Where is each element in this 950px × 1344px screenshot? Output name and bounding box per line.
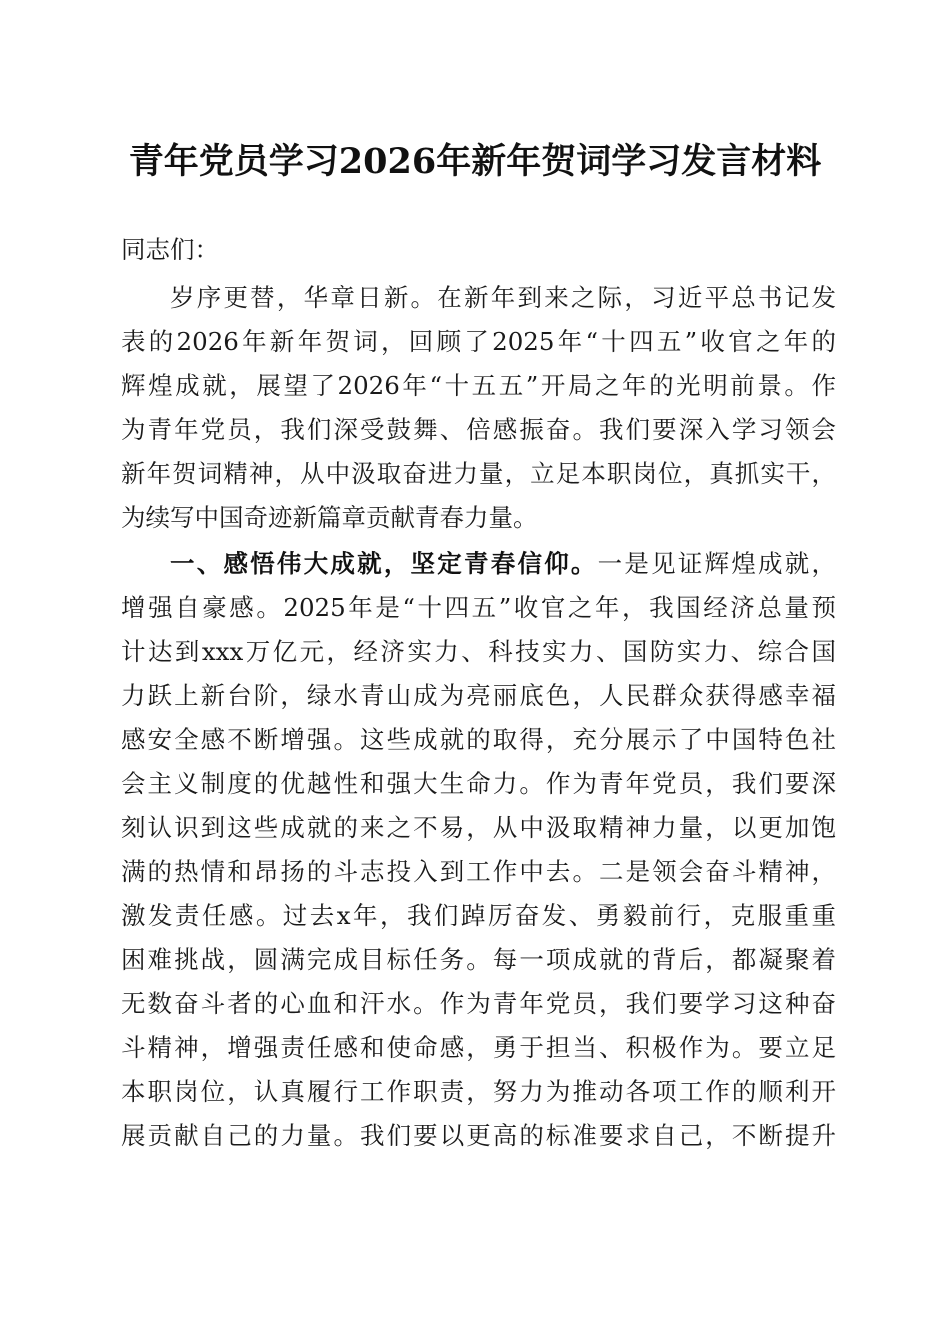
- paragraph-line: 斗精神，增强责任感和使命感，勇于担当、积极作为。要立足: [121, 1033, 836, 1062]
- paragraph-line: 增强自豪感。2025年是“十四五”收官之年，我国经济总量预: [121, 593, 836, 622]
- paragraph-line: 刻认识到这些成就的来之不易，从中汲取精神力量，以更加饱: [121, 813, 836, 842]
- paragraph-line: 满的热情和昂扬的斗志投入到工作中去。二是领会奋斗精神，: [121, 857, 836, 886]
- paragraph-line: 激发责任感。过去x年，我们踔厉奋发、勇毅前行，克服重重: [121, 901, 836, 930]
- section-heading: 一、感悟伟大成就，坚定青春信仰。: [170, 549, 598, 578]
- paragraph-line: 岁序更替，华章日新。在新年到来之际，习近平总书记发: [170, 283, 836, 312]
- paragraph-line: 辉煌成就，展望了2026年“十五五”开局之年的光明前景。作: [121, 371, 836, 400]
- paragraph-line: 展贡献自己的力量。我们要以更高的标准要求自己，不断提升: [121, 1121, 836, 1150]
- paragraph-line: 本职岗位，认真履行工作职责，努力为推动各项工作的顺利开: [121, 1077, 836, 1106]
- paragraph-line: 困难挑战，圆满完成目标任务。每一项成就的背后，都凝聚着: [121, 945, 836, 974]
- section-heading-rest: 一是见证辉煌成就，: [597, 549, 837, 578]
- paragraph-line: 力跃上新台阶，绿水青山成为亮丽底色，人民群众获得感幸福: [121, 681, 836, 710]
- paragraph-line: 计达到xxx万亿元，经济实力、科技实力、国防实力、综合国: [121, 637, 836, 666]
- salutation: 同志们：: [121, 235, 219, 264]
- paragraph-line: 为续写中国奇迹新篇章贡献青春力量。: [121, 503, 538, 532]
- paragraph-line: 会主义制度的优越性和强大生命力。作为青年党员，我们要深: [121, 769, 836, 798]
- paragraph-line: 感安全感不断增强。这些成就的取得，充分展示了中国特色社: [121, 725, 836, 754]
- paragraph-line: 为青年党员，我们深受鼓舞、倍感振奋。我们要深入学习领会: [121, 415, 836, 444]
- paragraph-line: 新年贺词精神，从中汲取奋进力量，立足本职岗位，真抓实干，: [121, 459, 836, 488]
- paragraph-line: 表的2026年新年贺词，回顾了2025年“十四五”收官之年的: [121, 327, 836, 356]
- section-heading-line: [170, 544, 836, 584]
- document-title: 青年党员学习2026年新年贺词学习发言材料: [128, 141, 822, 182]
- paragraph-line: 无数奋斗者的心血和汗水。作为青年党员，我们要学习这种奋: [121, 989, 836, 1018]
